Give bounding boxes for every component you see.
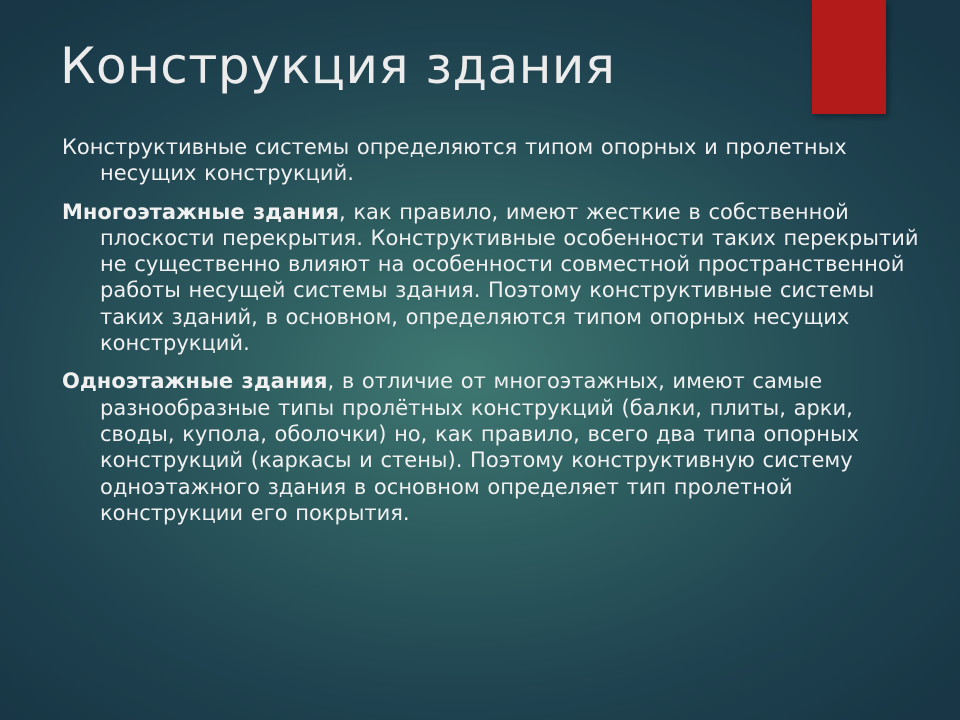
paragraph-text: , в отличие от многоэтажных, имеют самые разнообразные типы пролётных конструкций (балки, плиты, арки, своды, купола, оболочки) но, как правило, всего два типа опорных конструкций (каркасы и стены). Поэтому конструктивную систему одноэтажного здания в основном определяет тип пролетной конструкции его покрытия. (100, 369, 859, 525)
paragraph-single-storey-buildings (62, 368, 922, 526)
slide-title: Конструкция здания (60, 37, 616, 95)
paragraph-bold-lead: Одноэтажные здания (62, 369, 328, 394)
paragraph-text: , как правило, имеют жесткие в собственной плоскости перекрытия. Конструктивные особенности таких перекрытий не существенно влияют на особенности совместной пространственной работы несущей системы здания. Поэтому конструктивные системы таких зданий, в основном, определяются типом опорных несущих конструкций. (100, 199, 919, 356)
paragraph-bold-lead: Многоэтажные здания (62, 199, 340, 224)
slide-body (62, 134, 922, 526)
red-accent-bar (812, 0, 886, 114)
paragraph-constructive-systems (62, 134, 922, 187)
paragraph-multistorey-buildings (62, 199, 922, 357)
paragraph-text: Конструктивные системы определяются типом опорных и пролетных несущих конструкций. (62, 135, 847, 186)
